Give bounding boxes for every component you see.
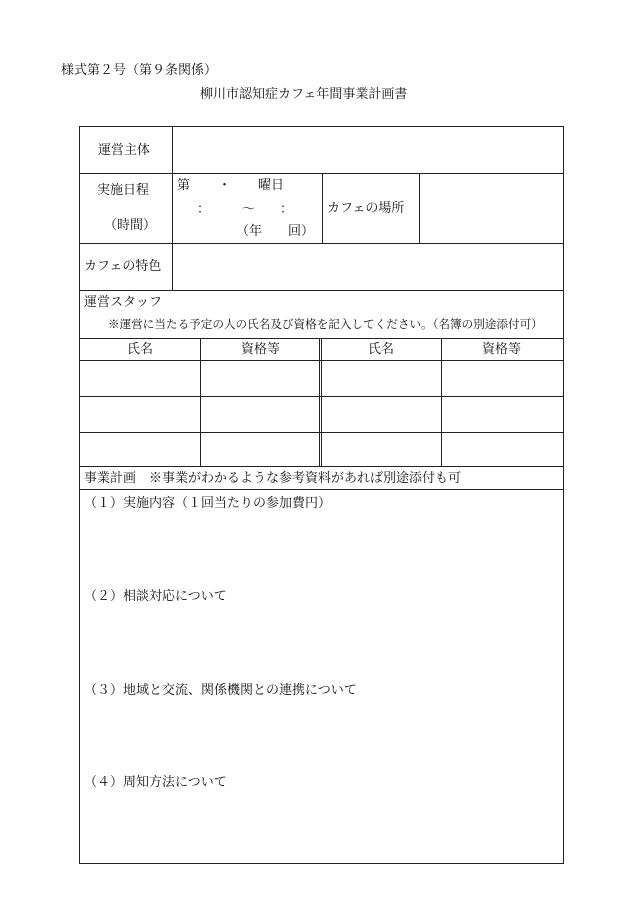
plan-item-1: （１）実施内容（１回当たりの参加費円） bbox=[84, 496, 332, 511]
form-number: 様式第２号（第９条関係） bbox=[61, 63, 218, 78]
divider bbox=[419, 173, 420, 243]
staff-note: ※運営に当たる予定の人の氏名及び資格を記入してください。（名簿の別途添付可） bbox=[108, 317, 543, 331]
divider bbox=[79, 466, 563, 467]
divider bbox=[79, 173, 563, 174]
document-title: 柳川市認知症カフェ年間事業計画書 bbox=[200, 87, 408, 102]
schedule-dow: 曜日 bbox=[258, 178, 285, 193]
staff-header-name: 氏名 bbox=[368, 342, 395, 357]
plan-label: 事業計画 ※事業がわかるような参考資料があれば別途添付も可 bbox=[84, 471, 462, 486]
divider bbox=[79, 290, 563, 291]
plan-item-2: （２）相談対応について bbox=[84, 589, 227, 604]
features-label: カフェの特色 bbox=[84, 259, 162, 274]
divider bbox=[441, 338, 442, 466]
plan-item-3: （３）地域と交流、関係機関との連携について bbox=[84, 683, 357, 698]
schedule-dot: ・ bbox=[218, 178, 232, 193]
time-colon-end: ： bbox=[280, 202, 294, 217]
divider bbox=[319, 338, 322, 466]
operator-label: 運営主体 bbox=[98, 143, 151, 158]
time-tilde: 〜 bbox=[242, 202, 256, 217]
place-label: カフェの場所 bbox=[327, 201, 405, 216]
staff-label: 運営スタッフ bbox=[84, 295, 163, 310]
times-per-year: （年 回） bbox=[236, 224, 315, 239]
divider bbox=[79, 489, 563, 490]
divider bbox=[172, 126, 173, 290]
time-label: （時間） bbox=[104, 218, 157, 233]
time-colon-start: ： bbox=[197, 202, 211, 217]
schedule-week: 第 bbox=[177, 178, 191, 193]
divider bbox=[200, 338, 201, 466]
staff-header-name: 氏名 bbox=[127, 342, 154, 357]
schedule-label: 実施日程 bbox=[97, 183, 150, 198]
staff-header-qualification: 資格等 bbox=[482, 342, 522, 357]
divider bbox=[322, 173, 323, 243]
staff-header-qualification: 資格等 bbox=[241, 342, 281, 357]
divider bbox=[79, 243, 563, 244]
plan-item-4: （４）周知方法について bbox=[84, 775, 227, 790]
